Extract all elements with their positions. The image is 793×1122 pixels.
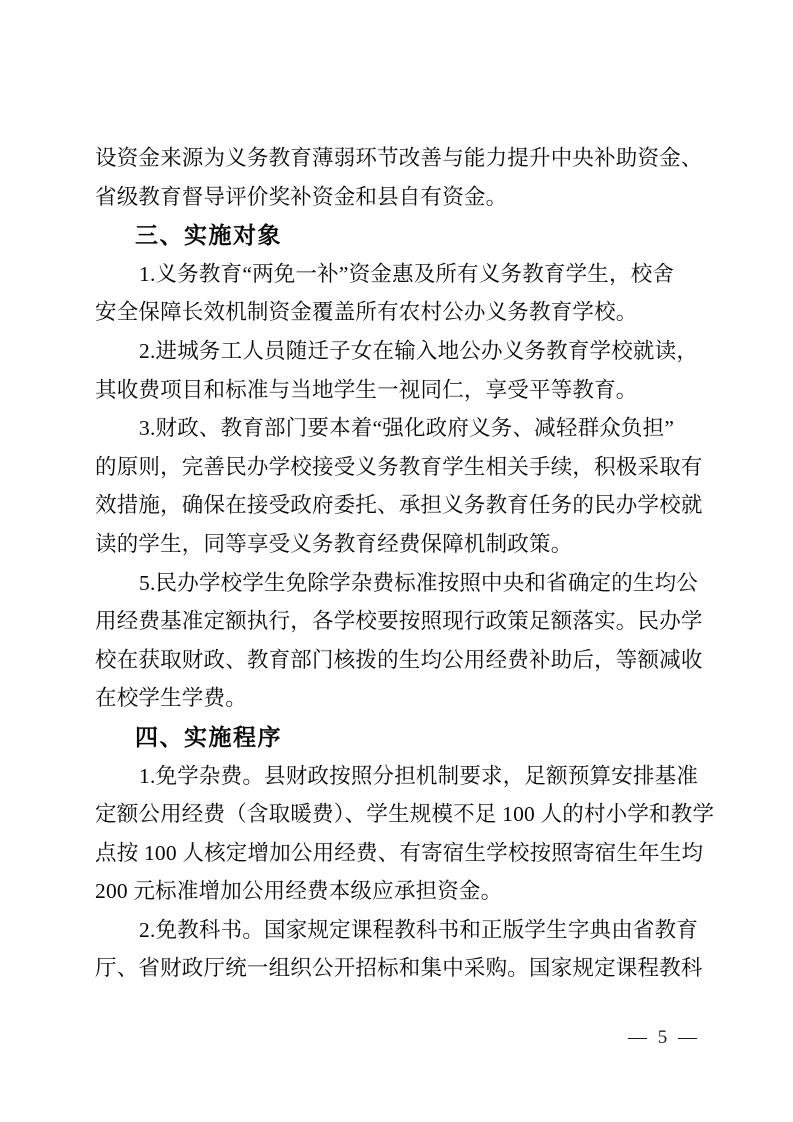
section-heading: 三、实施对象 [135, 222, 282, 249]
text-line: 1.免学杂费。县财政按照分担机制要求，足额预算安排基准 [139, 763, 699, 788]
text-line: 3.财政、教育部门要本着“强化政府义务、减轻群众负担” [139, 416, 675, 441]
text-line: 2.进城务工人员随迁子女在输入地公办义务教育学校就读， [139, 338, 699, 363]
text-line: 用经费基准定额执行，各学校要按照现行政策足额落实。民办学 [95, 609, 703, 634]
text-line: 点按 100 人核定增加公用经费、有寄宿生学校按照寄宿生年生均 [95, 840, 704, 865]
text-line: 的原则，完善民办学校接受义务教育学生相关手续，积极采取有 [95, 454, 703, 479]
text-line: 设资金来源为义务教育薄弱环节改善与能力提升中央补助资金、 [95, 146, 703, 170]
text-line: 安全保障长效机制资金覆盖所有农村公办义务教育学校。 [95, 300, 638, 325]
text-line: 5.民办学校学生免除学杂费标准按照中央和省确定的生均公 [139, 570, 699, 595]
section-heading: 四、实施程序 [135, 723, 282, 750]
text-line: 效措施，确保在接受政府委托、承担义务教育任务的民办学校就 [95, 493, 703, 518]
text-line: 省级教育督导评价奖补资金和县自有资金。 [95, 184, 508, 209]
document-body [95, 139, 715, 988]
text-line: 读的学生，同等享受义务教育经费保障机制政策。 [95, 531, 573, 556]
text-line: 定额公用经费（含取暖费）、学生规模不足 100 人的村小学和教学 [95, 802, 715, 827]
text-line: 校在获取财政、教育部门核拨的生均公用经费补助后，等额减收 [95, 647, 703, 672]
text-line: 200 元标准增加公用经费本级应承担资金。 [95, 879, 503, 904]
text-line: 1.义务教育“两免一补”资金惠及所有义务教育学生，校舍 [139, 261, 675, 286]
text-line: 2.免教科书。国家规定课程教科书和正版学生字典由省教育 [139, 917, 699, 942]
text-line: 其收费项目和标准与当地学生一视同仁，享受平等教育。 [95, 377, 638, 402]
text-line: 在校学生学费。 [95, 686, 247, 711]
page-number: — 5 — [628, 1027, 700, 1048]
text-line: 厅、省财政厅统一组织公开招标和集中采购。国家规定课程教科 [95, 956, 703, 981]
